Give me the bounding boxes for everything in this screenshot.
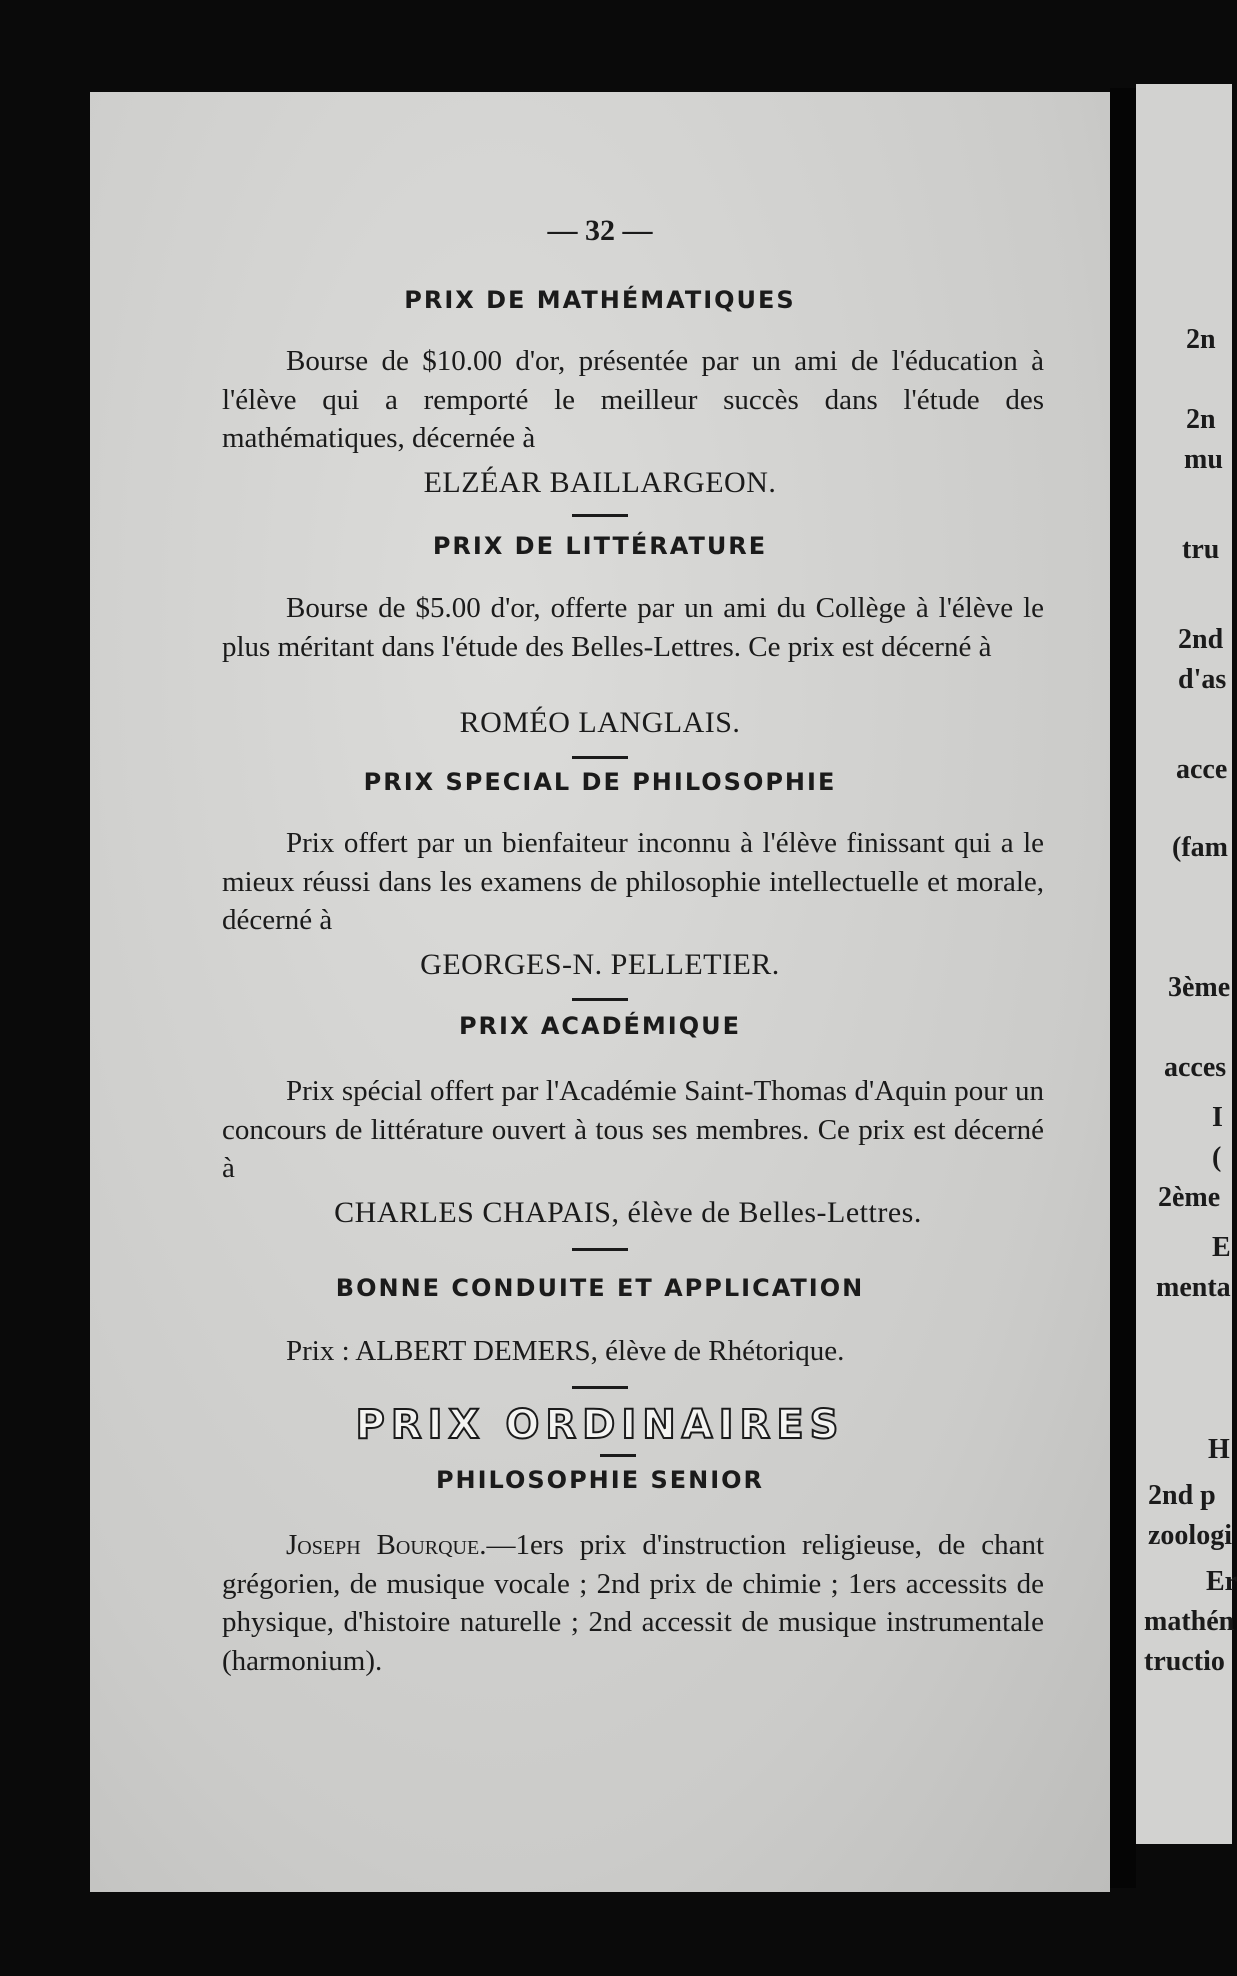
book-page [90, 92, 1110, 1892]
paragraph-text: Prix offert par un bienfaiteur inconnu à l'élève finissant qui a le mieux réussi dans les examens de philosophie intellectuelle et morale, décerné à [222, 827, 1044, 936]
paragraph-bonne-conduite [222, 1332, 1044, 1371]
heading-mathematiques: PRIX DE MATHÉMATIQUES [404, 286, 796, 314]
paragraph-text: Prix spécial offert par l'Académie Saint-Thomas d'Aquin pour un concours de littérature ouvert à tous ses membres. Ce prix est décerné à [222, 1075, 1044, 1184]
fragment: tru [1182, 534, 1220, 565]
fragment: zoologi [1148, 1520, 1232, 1551]
divider [572, 998, 628, 1001]
paragraph-text: Bourse de $5.00 d'or, offerte par un ami du Collège à l'élève le plus méritant dans l'étude des Belles-Lettres. Ce prix est décerné à [222, 592, 1044, 663]
fragment: 2ème [1158, 1182, 1221, 1213]
fragment: 2n [1186, 324, 1216, 355]
paragraph-philosophie [222, 824, 1044, 940]
divider [600, 1454, 636, 1457]
student-name: Joseph Bourque. [286, 1529, 487, 1561]
fragment: E [1212, 1232, 1231, 1263]
fragment: tructio [1144, 1646, 1225, 1677]
divider [572, 1386, 628, 1389]
heading-philosophie-senior: PHILOSOPHIE SENIOR [435, 1466, 765, 1494]
heading-academique: PRIX ACADÉMIQUE [458, 1012, 742, 1040]
adjacent-page-edge [1136, 84, 1237, 1844]
paragraph-text: Bourse de $10.00 d'or, présentée par un ami de l'éducation à l'élève qui a remporté le meilleur succès dans l'étude des mathématiques, décernée à [222, 345, 1044, 454]
laureate-name: ROMÉO LANGLAIS. [459, 706, 741, 739]
fragment: 2nd p [1148, 1480, 1216, 1511]
fragment: I [1212, 1102, 1223, 1133]
heading-bonne-conduite: BONNE CONDUITE ET APPLICATION [335, 1274, 865, 1302]
laureate-name: GEORGES-N. PELLETIER. [420, 948, 780, 981]
fragment: mathén [1144, 1606, 1235, 1637]
binding-gutter [1110, 88, 1136, 1888]
heading-litterature: PRIX DE LITTÉRATURE [432, 532, 768, 560]
fragment: H [1208, 1434, 1230, 1465]
paragraph-academique [222, 1072, 1044, 1188]
divider [572, 514, 628, 517]
fragment: mu [1184, 444, 1223, 475]
fragment: 3ème [1168, 972, 1231, 1003]
paragraph-litterature [222, 589, 1044, 666]
laureate-name: ELZÉAR BAILLARGEON. [423, 466, 777, 499]
fragment: menta [1156, 1272, 1231, 1303]
laureate-name: CHARLES CHAPAIS, élève de Belles-Lettres. [334, 1196, 922, 1229]
prix-ordinaires-title: PRIX ORDINAIRES [355, 1402, 845, 1448]
paragraph-text: Prix : ALBERT DEMERS, élève de Rhétorique. [286, 1335, 845, 1367]
student-awards: —1ers prix d'instruction religieuse, de chant grégorien, de musique vocale ; 2nd prix de chimie ; 1ers accessits de physique, d'histoire naturelle ; 2nd accessit de musique instrumentale (harmonium). [222, 1529, 1045, 1677]
paragraph-mathematiques [222, 342, 1044, 458]
fragment: 2n [1186, 404, 1216, 435]
fragment: acces [1164, 1052, 1227, 1083]
divider [572, 756, 628, 759]
fragment: (fam [1172, 832, 1228, 863]
fragment: ( [1212, 1142, 1222, 1173]
page-number: — 32 — [547, 214, 653, 247]
fragment: acce [1176, 754, 1228, 785]
divider [572, 1248, 628, 1251]
fragment: 2nd [1178, 624, 1224, 655]
student-entry [222, 1526, 1044, 1680]
fragment: d'as [1178, 664, 1227, 695]
fragment: Er [1206, 1566, 1237, 1597]
heading-philosophie: PRIX SPECIAL DE PHILOSOPHIE [363, 768, 837, 796]
